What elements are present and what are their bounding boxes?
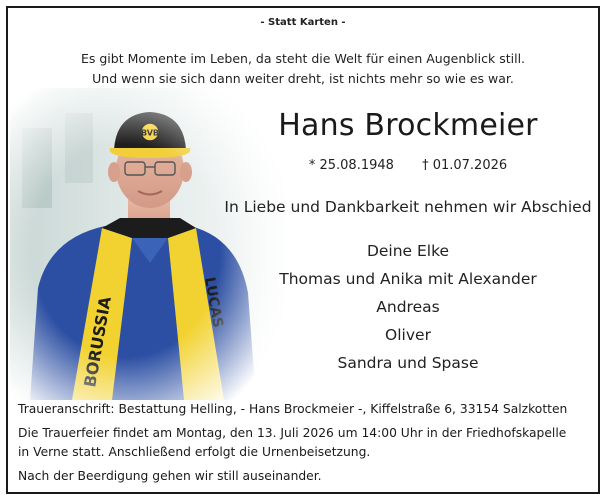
quote-line-1: Es gibt Momente im Leben, da steht die Welt für einen Augenblick still. bbox=[80, 51, 526, 66]
service-line-2: in Verne statt. Anschließend erfolgt die Urnenbeisetzung. bbox=[18, 445, 371, 459]
deceased-name: Hans Brockmeier bbox=[278, 108, 538, 143]
birth-date: * 25.08.1948 bbox=[308, 158, 394, 173]
quote-line-2: Und wenn sie sich dann weiter dreht, ist nichts mehr so wie es war. bbox=[92, 71, 514, 86]
mourner-name: Deine Elke bbox=[366, 242, 450, 260]
mourners-list bbox=[218, 237, 598, 377]
farewell-line: In Liebe und Dankbarkeit nehmen wir Abschied bbox=[224, 198, 592, 216]
mourner-name: Oliver bbox=[385, 326, 431, 344]
mourning-address: Traueranschrift: Bestattung Helling, - Hans Brockmeier -, Kiffelstraße 6, 33154 Salzkotten bbox=[18, 402, 568, 416]
mourner-name: Sandra und Spase bbox=[337, 354, 479, 372]
opening-quote bbox=[8, 49, 598, 89]
mourner-name: Andreas bbox=[376, 298, 440, 316]
mourner-name: Thomas und Anika mit Alexander bbox=[279, 270, 537, 288]
death-date: † 01.07.2026 bbox=[422, 158, 508, 173]
statt-karten-header: - Statt Karten - bbox=[260, 17, 346, 28]
obituary-notice bbox=[6, 6, 600, 494]
service-line-1: Die Trauerfeier findet am Montag, den 13. Juli 2026 um 14:00 Uhr in der Friedhofskapelle bbox=[18, 426, 567, 440]
closing-note: Nach der Beerdigung gehen wir still auseinander. bbox=[18, 469, 322, 483]
life-dates bbox=[218, 158, 598, 173]
footer-info bbox=[18, 400, 593, 486]
